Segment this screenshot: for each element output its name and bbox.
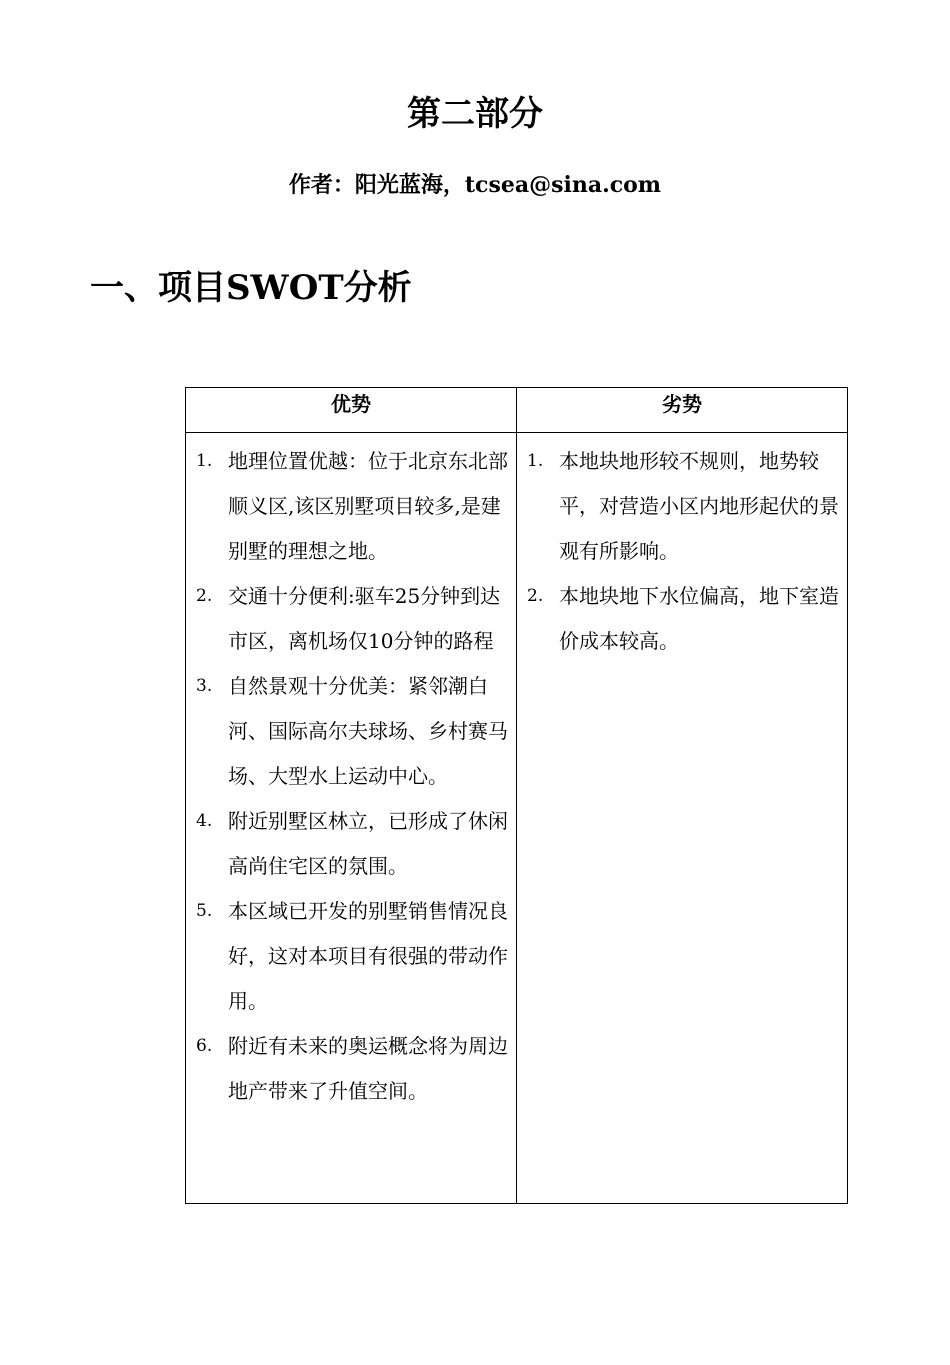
item-number: 1. <box>527 451 544 471</box>
item-number: 2. <box>196 586 213 606</box>
list-item <box>194 799 508 889</box>
item-text: 本地块地形较不规则，地势较平，对营造小区内地形起伏的景观有所影响。 <box>559 449 839 563</box>
item-text: 附近有未来的奥运概念将为周边地产带来了升值空间。 <box>228 1034 508 1103</box>
list-item <box>194 889 508 1024</box>
item-text: 本地块地下水位偏高，地下室造价成本较高。 <box>559 584 839 653</box>
strengths-list <box>194 439 508 1114</box>
item-number: 4. <box>196 811 213 831</box>
header-strengths: 优势 <box>186 388 517 433</box>
strengths-cell <box>186 433 517 1204</box>
weaknesses-list <box>525 439 839 664</box>
item-text: 地理位置优越：位于北京东北部顺义区,该区别墅项目较多,是建别墅的理想之地。 <box>228 449 508 563</box>
list-item <box>194 439 508 574</box>
item-text: 自然景观十分优美：紧邻潮白河、国际高尔夫球场、乡村赛马场、大型水上运动中心。 <box>228 674 508 788</box>
item-number: 1. <box>196 451 213 471</box>
list-item <box>194 1024 508 1114</box>
list-item <box>525 574 839 664</box>
item-number: 3. <box>196 676 213 696</box>
item-number: 6. <box>196 1036 213 1056</box>
item-number: 5. <box>196 901 213 921</box>
item-number: 2. <box>527 586 544 606</box>
weaknesses-cell <box>517 433 848 1204</box>
item-text: 交通十分便利:驱车25分钟到达市区，离机场仅10分钟的路程 <box>228 584 501 653</box>
list-item <box>194 664 508 799</box>
page-title: 第二部分 <box>407 94 543 134</box>
list-item <box>194 574 508 664</box>
swot-header-row <box>186 388 848 433</box>
list-item <box>525 439 839 574</box>
section-heading: 一、项目SWOT分析 <box>90 268 412 308</box>
swot-body-row <box>186 433 848 1204</box>
header-weaknesses: 劣势 <box>517 388 848 433</box>
item-text: 本区域已开发的别墅销售情况良好，这对本项目有很强的带动作用。 <box>228 899 508 1013</box>
item-text: 附近别墅区林立，已形成了休闲高尚住宅区的氛围。 <box>228 809 508 878</box>
swot-table <box>185 387 848 1204</box>
author-line: 作者：阳光蓝海，tcsea@sina.com <box>288 172 662 198</box>
